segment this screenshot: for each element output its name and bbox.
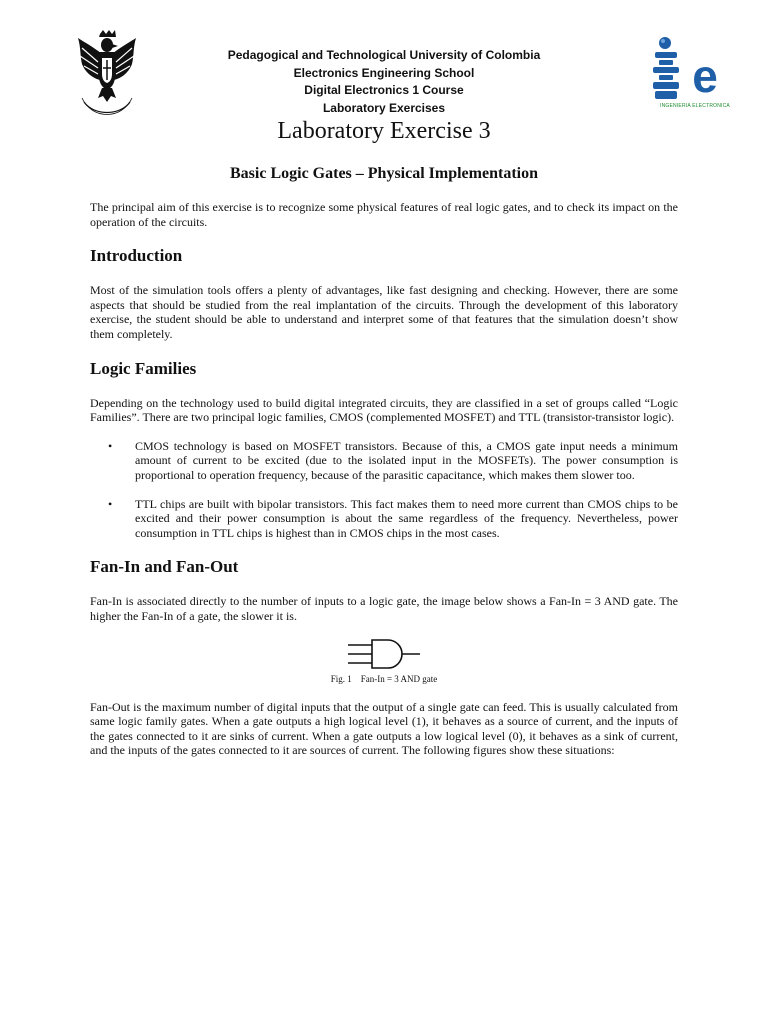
header-school: Electronics Engineering School: [293, 65, 475, 80]
fan-in-paragraph: Fan-In is associated directly to the number of inputs to a logic gate, the image below shows a Fan-In = 3 AND gate. The higher the Fan-In of a gate, the slower it is.: [90, 594, 678, 623]
document-header: [190, 47, 578, 117]
bullet-icon: •: [108, 496, 113, 511]
list-item: [90, 439, 678, 483]
ie-logo-caption: INGENIERIA ELECTRONICA: [660, 103, 730, 109]
document-body: [90, 200, 678, 758]
document-subtitle: Basic Logic Gates – Physical Implementation: [230, 165, 538, 182]
header-university: Pedagogical and Technological University of Colombia: [227, 48, 541, 62]
list-item: [90, 497, 678, 541]
bullet-icon: •: [108, 438, 113, 453]
introduction-heading: Introduction: [90, 246, 183, 266]
and-gate-icon: [344, 638, 424, 670]
bullet-text-cmos: CMOS technology is based on MOSFET transistors. Because of this, a CMOS gate input needs a minimum amount of current to be excited (due to the isolated input in the MOSFETs). The power consumption is proportional to operation frequency, because of the parasitic capacitance, which makes them slower too.: [135, 438, 678, 482]
header-course: Digital Electronics 1 Course: [304, 83, 464, 97]
fan-in-fan-out-heading: Fan-In and Fan-Out: [90, 557, 239, 577]
ie-logo-icon: [647, 34, 743, 104]
eagle-crest-icon: [76, 28, 138, 124]
aim-paragraph: The principal aim of this exercise is to recognize some physical features of real logic gates, and to check its impact on the operation of the circuits.: [90, 200, 678, 229]
logic-families-heading: Logic Families: [90, 358, 197, 378]
logic-families-list: [90, 439, 678, 541]
university-crest-logo: [76, 28, 138, 124]
document-title: Laboratory Exercise 3: [277, 118, 491, 144]
introduction-paragraph: Most of the simulation tools offers a plenty of advantages, like fast designing and checking. However, there are some aspects that should be studied from the real implantation of the circuits. Through the development of this laboratory exercise, the student should be able to understand and interpret some of that features that the simulation doesn’t show them completely.: [90, 283, 678, 341]
bullet-text-ttl: TTL chips are built with bipolar transistors. This fact makes them to need more current than CMOS chips to be excited and their power consumption is about the same regardless of the frequency. Nevertheless, power consumption in TTL chips is highest than in CMOS chips in the most cases.: [135, 496, 678, 540]
figure-caption: Fig. 1 Fan-In = 3 AND gate: [330, 673, 438, 684]
figure-and-gate: [90, 638, 678, 685]
svg-text:· · · · ·: · · · · ·: [100, 111, 114, 116]
ie-school-logo: [647, 34, 743, 114]
header-label: Laboratory Exercises: [322, 100, 446, 115]
svg-text:e: e: [692, 50, 718, 102]
logic-families-paragraph: Depending on the technology used to build digital integrated circuits, they are classified in a set of groups called “Logic Families”. There are two principal logic families, CMOS (complemented MOSFET) and TTL (transistor-transistor logic).: [90, 395, 678, 425]
fan-out-paragraph: Fan-Out is the maximum number of digital inputs that the output of a single gate can feed. This is usually calculated from same logic family gates. When a gate outputs a high logical level (1), it behaves as a source of current, and the inputs of the gates connected to it are sinks of current. When a gate outputs a low logical level (0), it behaves as a sink of current, and the inputs of the gates connected to it are sources of current. The following figures show these situations:: [90, 699, 678, 758]
